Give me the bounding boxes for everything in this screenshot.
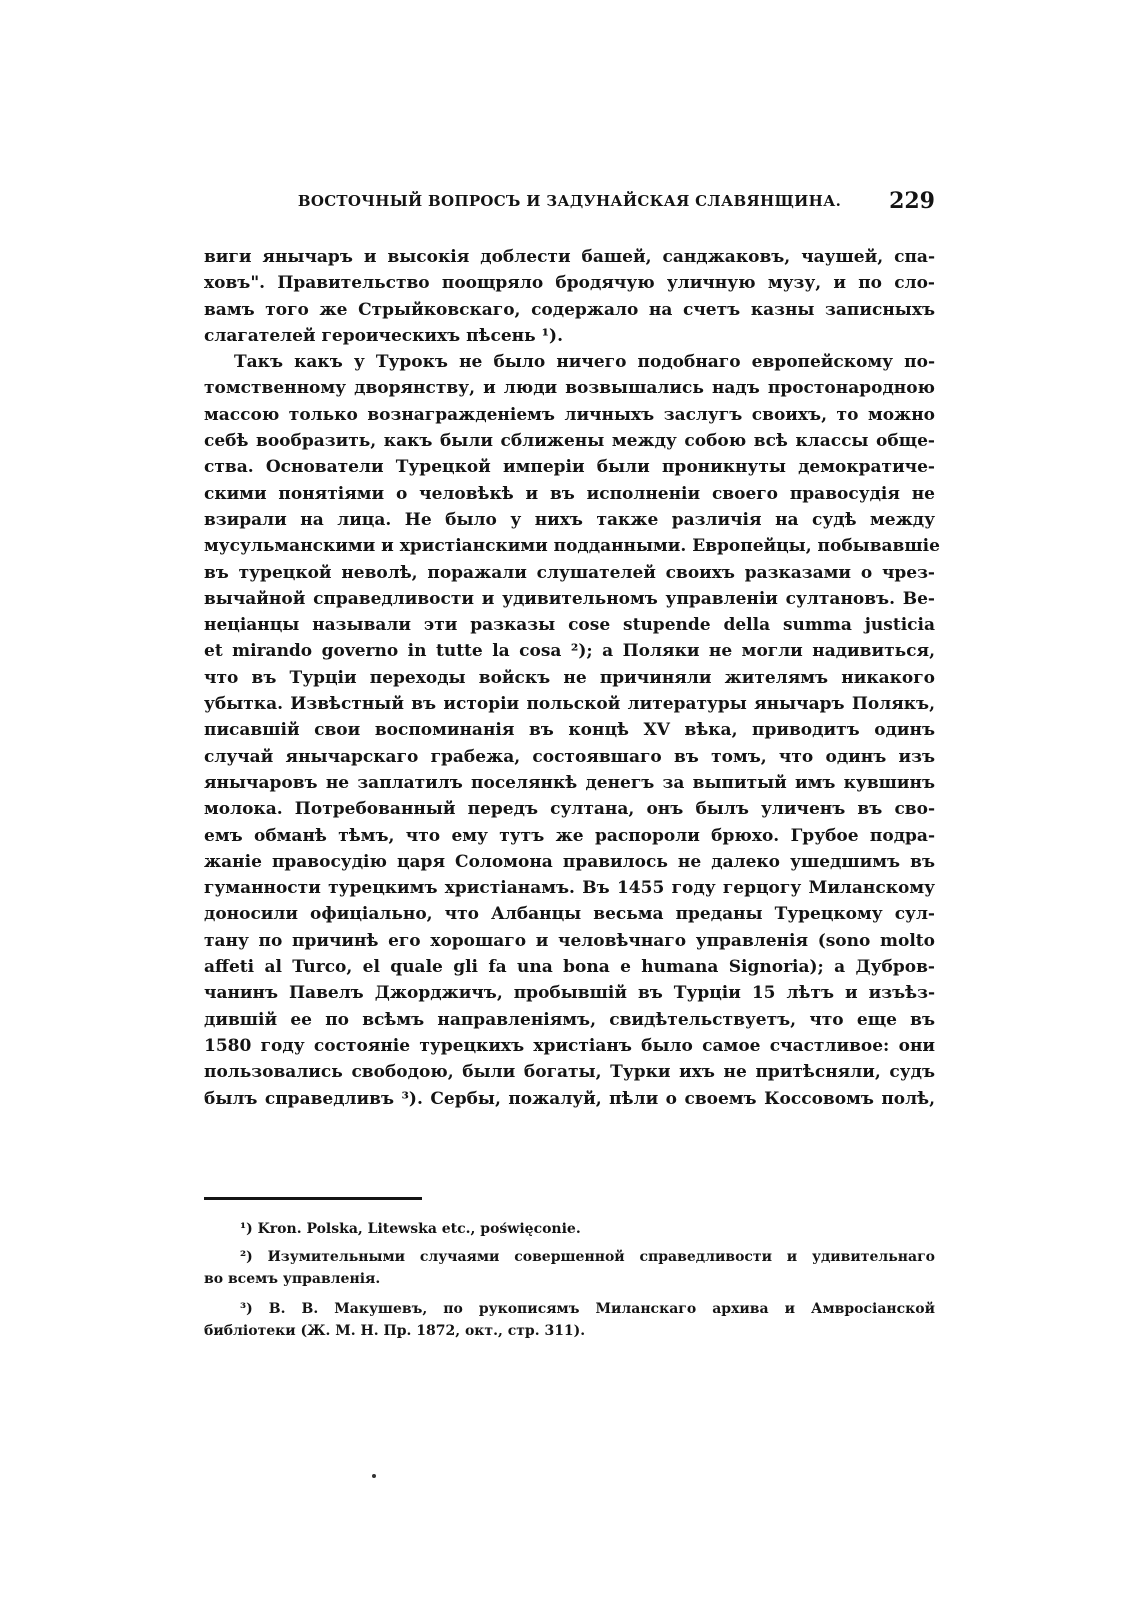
text-line: ства. Основатели Турецкой имперіи были проникнуты демократиче- [204,457,935,478]
body-text [204,244,940,1112]
text-line: взирали на лица. Не было у нихъ также различія на судѣ между [204,509,935,530]
footnote-2: ²) Изумительными случаями совершенной справедливости и удивительнаго [240,1249,935,1265]
footnotes [204,1218,935,1342]
text-line: массою только вознагражденіемъ личныхъ заслугъ своихъ, то можно [204,404,935,425]
text-line: 1580 году состояніе турецкихъ христіанъ было самое счастливое: они [204,1035,935,1056]
paragraph-first-line: Такъ какъ у Турокъ не было ничего подобнаго европейскому по- [234,352,935,373]
text-line: et mirando governo in tutte la cosa ²); а Поляки не могли надивиться, [204,641,935,662]
footnote-1: ¹) Kron. Polska, Litewska etc., poświęconie. [240,1221,581,1237]
footnote-divider [204,1197,422,1200]
text-line: былъ справедливъ ³). Сербы, пожалуй, пѣли о своемъ Коссовомъ полѣ, [204,1088,935,1109]
text-line: томственному дворянству, и люди возвышались надъ простонародною [204,378,935,399]
running-title: ВОСТОЧНЫЙ ВОПРОСЪ И ЗАДУНАЙСКАЯ СЛАВЯНЩИНА. [297,192,842,210]
text-line: себѣ вообразить, какъ были сближены между собою всѣ классы обще- [204,431,935,452]
text-line: слагателей героическихъ пѣсень ¹). [204,325,563,346]
text-line: вамъ того же Стрыйковскаго, содержало на счетъ казны записныхъ [204,299,935,320]
text-line: емъ обманѣ тѣмъ, что ему тутъ же распороли брюхо. Грубое подра- [204,825,935,846]
text-line: вычайной справедливости и удивительномъ управленіи султановъ. Ве- [204,588,935,609]
text-line: пользовались свободою, были богаты, Турки ихъ не притѣсняли, судъ [204,1062,935,1083]
text-line: что въ Турціи переходы войскъ не причиняли жителямъ никакого [204,667,935,688]
text-line: молока. Потребованный передъ султана, онъ былъ уличенъ въ сво- [204,799,935,820]
footnote-3-continued: библіотеки (Ж. М. Н. Пр. 1872, окт., стр. 311). [204,1323,586,1339]
text-line: писавшій свои воспоминанія въ концѣ XV вѣка, приводитъ одинъ [204,720,935,741]
text-line: чанинъ Павелъ Джорджичъ, пробывшій въ Турціи 15 лѣтъ и изъѣз- [204,983,935,1004]
text-line: убытка. Извѣстный въ исторіи польской литературы янычаръ Полякъ, [204,694,935,715]
text-line: виги янычаръ и высокія доблести башей, санджаковъ, чаушей, спа- [204,247,935,267]
text-line: въ турецкой неволѣ, поражали слушателей своихъ разказами о чрез- [204,562,935,583]
text-line: неціанцы называли эти разказы cose stupende della summa justicia [204,615,935,636]
text-line: ховъ". Правительство поощряло бродячую уличную музу, и по сло- [204,273,935,294]
text-line: дившій ее по всѣмъ направленіямъ, свидѣтельствуетъ, что еще въ [204,1009,935,1030]
text-line: тану по причинѣ его хорошаго и человѣчнаго управленія (sono molto [204,930,935,951]
text-line: гуманности турецкимъ христіанамъ. Въ 1455 году герцогу Миланскому [204,878,935,899]
running-head [204,188,935,224]
print-speck [372,1474,376,1478]
footnote-3: ³) В. В. Макушевъ, по рукописямъ Миланскаго архива и Амвросіанской [240,1301,935,1317]
page-number: 229 [889,188,935,214]
text-line: скими понятіями о человѣкѣ и въ исполненіи своего правосудія не [204,483,935,504]
footnote-2-continued: во всемъ управленія. [204,1271,381,1287]
text-line: affeti al Turco, el quale gli fa una bona e humana Signoria); а Дубров- [204,957,935,978]
text-line: доносили офиціально, что Албанцы весьма преданы Турецкому сул- [204,904,935,925]
text-line: случай янычарскаго грабежа, состоявшаго въ томъ, что одинъ изъ [204,746,935,767]
text-line: жаніе правосудію царя Соломона правилось не далеко ушедшимъ въ [204,851,935,872]
text-line: янычаровъ не заплатилъ поселянкѣ денегъ за выпитый имъ кувшинъ [204,772,935,793]
text-line: мусульманскими и христіанскими подданными. Европейцы, побывавшіе [204,536,940,557]
